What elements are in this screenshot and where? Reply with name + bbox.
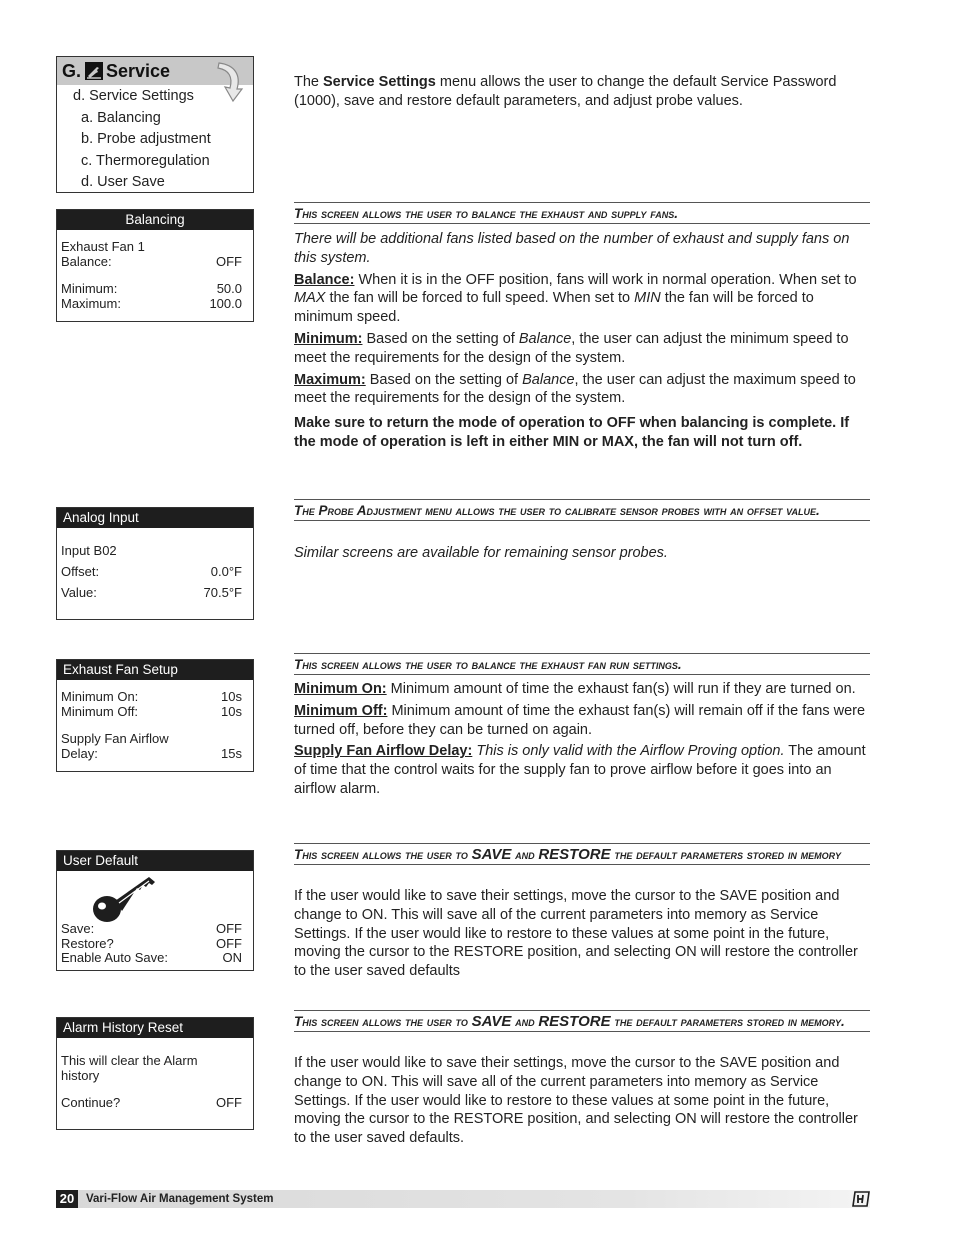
probe-note: Similar screens are available for remaining sensor probes. <box>294 545 668 561</box>
balance-text-a: When it is in the OFF position, fans will work in normal operation. When set to <box>354 271 857 288</box>
probe-section-heading: The Probe Adjustment menu allows the user to calibrate sensor probes with an offset value. <box>294 499 870 521</box>
intro-bold: Service Settings <box>323 74 436 90</box>
service-nav-header <box>57 57 253 85</box>
greenheck-logo-icon <box>852 1191 870 1207</box>
wrench-hand-icon <box>85 62 103 80</box>
auto-save-label: Enable Auto Save: <box>61 950 168 965</box>
user-default-section-heading <box>294 843 870 865</box>
ud-heading-save: SAVE <box>471 846 512 863</box>
balance-value[interactable]: OFF <box>216 253 242 269</box>
service-nav-box <box>56 56 254 193</box>
delay-term: Supply Fan Airflow Delay: <box>294 743 473 760</box>
minimum-em: Balance <box>518 330 572 347</box>
balancing-note: There will be additional fans listed based on the number of exhaust and supply fans on this system. <box>294 231 850 266</box>
alarm-heading-a: This screen allows the user to <box>294 1014 472 1029</box>
intro-rest: menu allows the user to change the default Service Password (1000), save and restore default parameters, and adjust probe values. <box>294 74 837 109</box>
balance-term: Balance: <box>294 271 355 288</box>
min-off-text: Minimum amount of time the exhaust fan(s) will remain off if the fans were turned off, before they can be turned on again. <box>294 702 866 738</box>
exhaust-fan-setup-title: Exhaust Fan Setup <box>57 660 253 680</box>
ud-heading-restore: RESTORE <box>538 846 611 863</box>
probe-value-label: Value: <box>61 585 97 600</box>
ud-heading-a: This screen allows the user to <box>294 847 472 862</box>
balance-text-b: the fan will be forced to full speed. When set to <box>325 290 635 307</box>
balancing-screen-title: Balancing <box>57 210 253 230</box>
balance-text-c: the fan will be forced to minimum speed. <box>294 290 814 326</box>
delay-value[interactable]: 15s <box>221 745 242 761</box>
save-label: Save: <box>61 921 95 936</box>
delay-em: This is only valid with the Airflow Proving option. <box>472 743 785 760</box>
user-default-text: If the user would like to save their settings, move the cursor to the SAVE position and change to ON. This will save all of the current parameters into memory as Service Settings. If the user would like to restore to these values at some point in the future, moving the cursor to the RESTORE position, and selecting ON will restore the controller to the user saved defaults <box>294 888 858 980</box>
curved-arrow-icon <box>213 59 247 103</box>
minimum-text-b: , the user can adjust the minimum speed to meet the requirements for the design of the system. <box>294 330 849 366</box>
min-on-text: Minimum amount of time the exhaust fan(s) will run if they are turned on. <box>386 681 856 697</box>
footer-title: Vari-Flow Air Management System <box>86 1193 274 1205</box>
alarm-line1: This will clear the Alarm <box>61 1053 198 1068</box>
alarm-heading-save: SAVE <box>471 1013 512 1030</box>
offset-label: Offset: <box>61 564 100 579</box>
minimum-text-a: Based on the setting of <box>362 330 519 347</box>
supply-airflow-label: Supply Fan Airflow <box>61 731 169 746</box>
min-off-paragraph <box>294 702 870 740</box>
continue-label: Continue? <box>61 1095 121 1110</box>
balancing-warning: Make sure to return the mode of operation to OFF when balancing is complete. If the mode of operation is left in either MIN or MAX, the fan will not turn off. <box>294 415 850 450</box>
balancing-section-heading: This screen allows the user to balance the exhaust and supply fans. <box>294 202 870 224</box>
alarm-text: If the user would like to save their settings, move the cursor to the SAVE position and change to ON. This will save all of the current parameters into memory as Service Settings. If the user would like to restore to these values at some point in the future, moving the cursor to the RESTORE position, and selecting ON will restore the controller to the user saved defaults. <box>294 1055 858 1147</box>
ud-heading-b: the default parameters stored in memory <box>610 847 841 862</box>
min-on-label: Minimum On: <box>61 689 139 704</box>
maximum-label: Maximum: <box>61 295 121 311</box>
maximum-text-a: Based on the setting of <box>365 371 523 388</box>
continue-value[interactable]: OFF <box>216 1095 242 1110</box>
maximum-paragraph <box>294 371 870 409</box>
intro-lead: The <box>294 74 324 90</box>
alarm-line2: history <box>61 1067 100 1083</box>
alarm-history-screen <box>56 1017 254 1130</box>
exhaust-section-heading: This screen allows the user to balance the exhaust fan run settings. <box>294 653 870 675</box>
nav-item-balancing[interactable]: a. Balancing <box>81 109 161 126</box>
page-number: 20 <box>56 1190 78 1208</box>
balancing-section-body <box>294 230 870 455</box>
user-default-title: User Default <box>57 851 253 871</box>
alarm-heading-restore: RESTORE <box>538 1013 611 1030</box>
delay-paragraph <box>294 742 870 798</box>
minimum-term: Minimum: <box>294 330 363 347</box>
delay-label: Delay: <box>61 745 98 761</box>
balance-label: Balance: <box>61 253 112 269</box>
analog-input-screen-title: Analog Input <box>57 508 253 528</box>
balancing-screen <box>56 209 254 322</box>
nav-item-service-settings[interactable]: d. Service Settings <box>73 88 194 104</box>
restore-label: Restore? <box>61 935 114 951</box>
balance-paragraph <box>294 271 870 327</box>
restore-value[interactable]: OFF <box>216 935 242 951</box>
maximum-text-b: , the user can adjust the maximum speed to meet the requirements for the design of the system. <box>294 371 856 407</box>
min-off-label: Minimum Off: <box>61 703 139 719</box>
ud-heading-and: and <box>511 847 539 862</box>
key-icon <box>89 873 159 929</box>
exhaust-fan-setup-screen <box>56 659 254 772</box>
alarm-section-heading <box>294 1010 870 1032</box>
user-default-screen <box>56 850 254 971</box>
analog-input-label: Input B02 <box>61 543 117 558</box>
analog-input-screen <box>56 507 254 620</box>
nav-item-probe-adjustment[interactable]: b. Probe adjustment <box>81 131 211 147</box>
min-on-term: Minimum On: <box>294 681 387 697</box>
min-on-paragraph <box>294 680 870 699</box>
maximum-em: Balance <box>522 371 575 388</box>
section-letter: G. <box>62 60 82 81</box>
balance-max: MAX <box>294 290 326 307</box>
nav-item-thermoregulation[interactable]: c. Thermoregulation <box>81 152 210 169</box>
offset-value[interactable]: 0.0°F <box>210 564 242 579</box>
nav-item-user-save[interactable]: d. User Save <box>81 174 165 190</box>
minimum-value[interactable]: 50.0 <box>216 281 242 296</box>
alarm-history-title: Alarm History Reset <box>57 1018 253 1038</box>
min-on-value[interactable]: 10s <box>221 689 242 704</box>
auto-save-value[interactable]: ON <box>222 950 242 965</box>
service-nav-title: Service <box>106 60 171 81</box>
probe-value: 70.5°F <box>203 585 242 600</box>
balance-min: MIN <box>634 290 661 307</box>
balancing-fan-label: Exhaust Fan 1 <box>61 239 145 254</box>
page-footer <box>56 1190 870 1208</box>
alarm-heading-b: the default parameters stored in memory. <box>610 1014 845 1029</box>
alarm-heading-and: and <box>511 1014 539 1029</box>
maximum-value[interactable]: 100.0 <box>209 295 242 311</box>
save-value[interactable]: OFF <box>216 921 242 936</box>
minimum-paragraph <box>294 330 870 368</box>
intro-paragraph <box>294 73 870 111</box>
min-off-value[interactable]: 10s <box>221 703 242 719</box>
delay-text: The amount of time that the control waits for the supply fan to prove airflow before it goes into an airflow alarm. <box>294 743 866 797</box>
maximum-term: Maximum: <box>294 371 366 388</box>
minimum-label: Minimum: <box>61 281 118 296</box>
min-off-term: Minimum Off: <box>294 702 388 719</box>
exhaust-section-body <box>294 680 870 802</box>
